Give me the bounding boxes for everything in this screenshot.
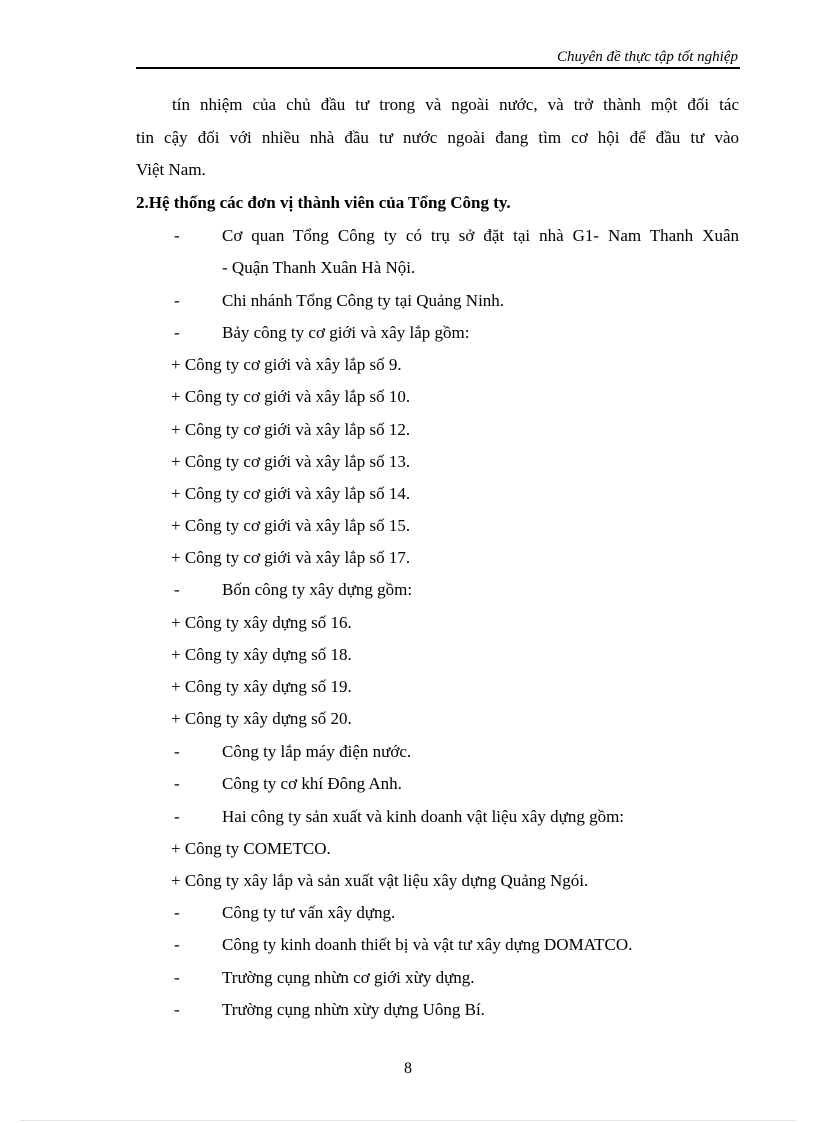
dash-marker: - (174, 226, 180, 245)
material-group-item: Hai công ty sản xuất và kinh doanh vật liệu xây dựng gồm: (222, 807, 625, 826)
cons-group-item: Bốn công ty xây dựng gồm: (222, 580, 413, 599)
mech-sub-item: + Công ty cơ giới và xây lắp số 10. (171, 387, 411, 406)
dash-marker: - (174, 903, 180, 922)
page-number: 8 (404, 1060, 412, 1077)
mech-sub-item: + Công ty cơ giới và xây lắp số 15. (171, 516, 411, 535)
intro-line-2: tin cậy đối với nhiều nhà đầu tư nước ngoài đang tìm cơ hội để đầu tư vào (136, 128, 739, 147)
mech-sub-item: + Công ty cơ giới và xây lắp số 12. (171, 420, 411, 439)
dash-marker: - (174, 291, 180, 310)
cons-sub-item: + Công ty xây dựng số 18. (171, 645, 352, 664)
footer-divider (20, 1120, 796, 1121)
material-sub-item: + Công ty COMETCO. (171, 839, 331, 858)
mech-group-item: Bảy công ty cơ giới và xây lắp gồm: (222, 323, 470, 342)
header-rule (136, 67, 740, 69)
running-header: Chuyên đề thực tập tốt nghiệp (556, 49, 738, 65)
branch-item: Chi nhánh Tổng Công ty tại Quảng Ninh. (222, 291, 505, 310)
school-mech-item: Trường cụng nhừn cơ giới xừy dựng. (222, 968, 475, 987)
dash-marker: - (174, 1000, 180, 1019)
dash-marker: - (174, 807, 180, 826)
section-heading: 2.Hệ thống các đơn vị thành viên của Tổng Công ty. (136, 193, 511, 212)
engineering-item: Công ty cơ khí Đông Anh. (222, 774, 402, 793)
hq-item-line-2: - Quận Thanh Xuân Hà Nội. (222, 258, 416, 277)
intro-line-1: tín nhiệm của chủ đầu tư trong và ngoài nước, và trở thành một đối tác (172, 95, 739, 114)
dash-marker: - (174, 742, 180, 761)
dash-marker: - (174, 580, 180, 599)
domatco-item: Công ty kinh doanh thiết bị và vật tư xây dựng DOMATCO. (222, 935, 633, 954)
dash-marker: - (174, 935, 180, 954)
mech-sub-item: + Công ty cơ giới và xây lắp số 9. (171, 355, 402, 374)
mech-sub-item: + Công ty cơ giới và xây lắp số 13. (171, 452, 411, 471)
material-sub-item: + Công ty xây lắp và sản xuất vật liệu xây dựng Quảng Ngói. (171, 871, 589, 890)
consulting-item: Công ty tư vấn xây dựng. (222, 903, 396, 922)
dash-marker: - (174, 774, 180, 793)
school-uongbi-item: Trường cụng nhừn xừy dựng Uông Bí. (222, 1000, 485, 1019)
dash-marker: - (174, 323, 180, 342)
cons-sub-item: + Công ty xây dựng số 19. (171, 677, 352, 696)
mech-sub-item: + Công ty cơ giới và xây lắp số 14. (171, 484, 411, 503)
cons-sub-item: + Công ty xây dựng số 16. (171, 613, 352, 632)
mech-sub-item: + Công ty cơ giới và xây lắp số 17. (171, 548, 411, 567)
install-item: Công ty lắp máy điện nước. (222, 742, 412, 761)
intro-line-3: Việt Nam. (136, 160, 206, 179)
hq-item-line-1: Cơ quan Tổng Công ty có trụ sở đặt tại nhà G1- Nam Thanh Xuân (222, 226, 739, 245)
cons-sub-item: + Công ty xây dựng số 20. (171, 709, 352, 728)
dash-marker: - (174, 968, 180, 987)
